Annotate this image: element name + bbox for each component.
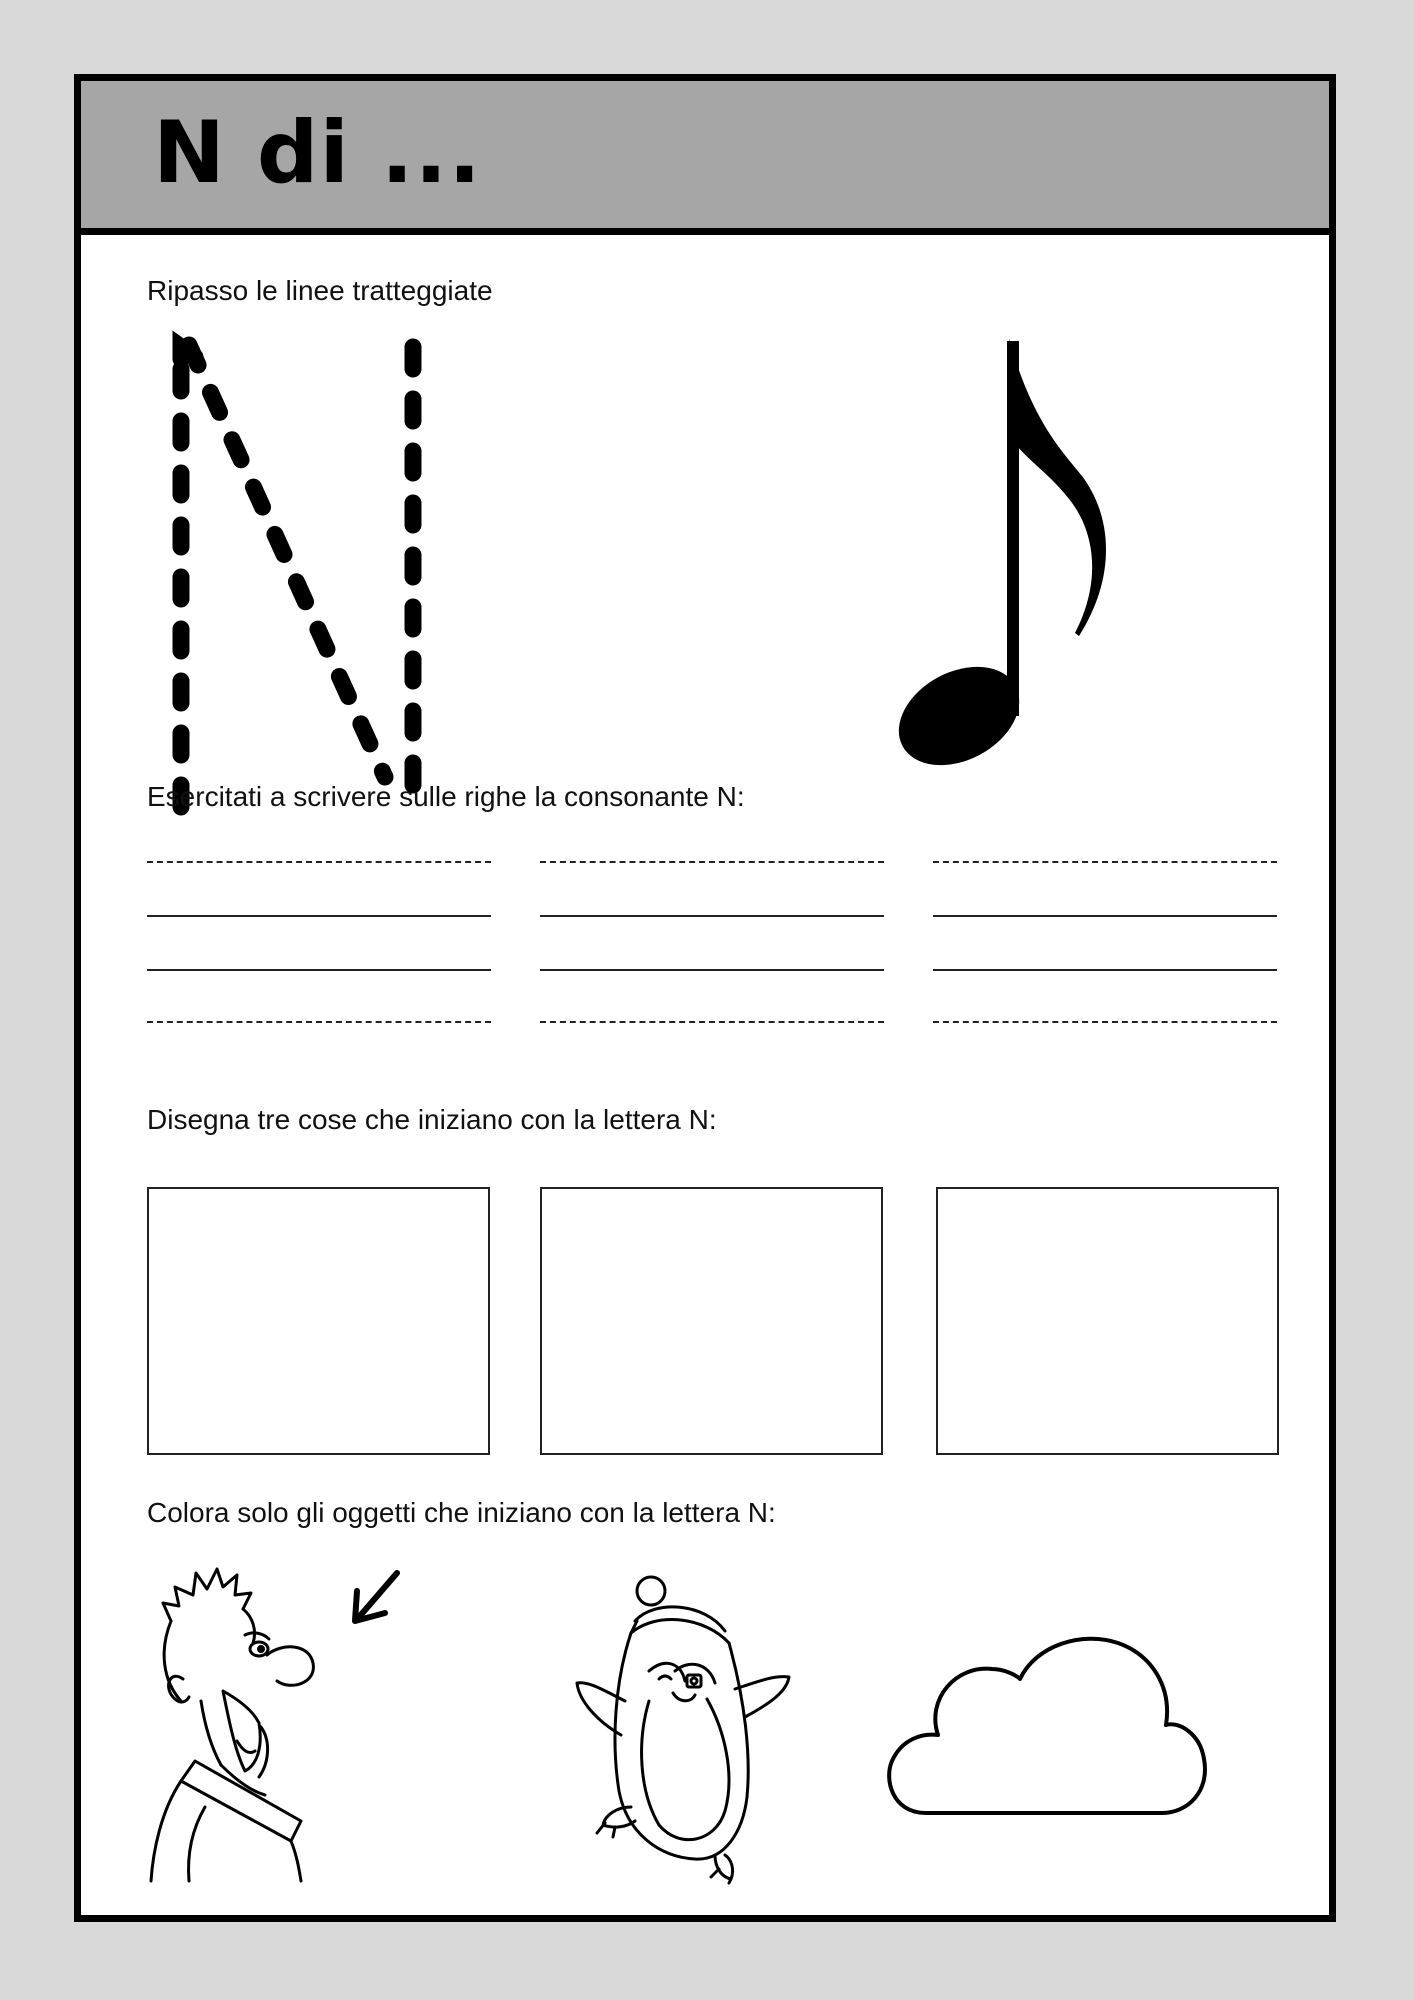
draw-instruction: Disegna tre cose che iniziano con la lettera N: [147, 1104, 717, 1135]
header-bar [81, 81, 1329, 235]
solid-guide-line [147, 969, 491, 971]
solid-guide-line [933, 969, 1277, 971]
solid-guide-line [540, 915, 884, 917]
dashed-guide-line [540, 1021, 884, 1023]
eighth-note-icon [897, 331, 1157, 781]
writing-lines-3[interactable] [933, 861, 1277, 1041]
trace-instruction: Ripasso le linee tratteggiate [147, 275, 493, 306]
dashed-letter-n[interactable] [167, 331, 487, 831]
drawing-box-1[interactable] [147, 1187, 490, 1455]
cloud-icon[interactable] [882, 1629, 1212, 1827]
dashed-guide-line [147, 861, 491, 863]
solid-guide-line [147, 915, 491, 917]
dashed-guide-line [933, 861, 1277, 863]
solid-guide-line [933, 915, 1277, 917]
dashed-guide-line [933, 1021, 1277, 1023]
page-title: N di ... [153, 103, 482, 203]
color-instruction: Colora solo gli oggetti che iniziano con la lettera N: [147, 1497, 776, 1528]
drawing-box-3[interactable] [936, 1187, 1279, 1455]
penguin-icon[interactable] [575, 1571, 835, 1883]
writing-lines-1[interactable] [147, 861, 491, 1041]
write-instruction: Esercitati a scrivere sulle righe la consonante N: [147, 781, 745, 812]
drawing-box-2[interactable] [540, 1187, 883, 1455]
laughing-man-nose-icon[interactable] [141, 1551, 421, 1881]
worksheet-page [74, 74, 1336, 1922]
solid-guide-line [540, 969, 884, 971]
writing-lines-2[interactable] [540, 861, 884, 1041]
dashed-guide-line [540, 861, 884, 863]
dashed-guide-line [147, 1021, 491, 1023]
